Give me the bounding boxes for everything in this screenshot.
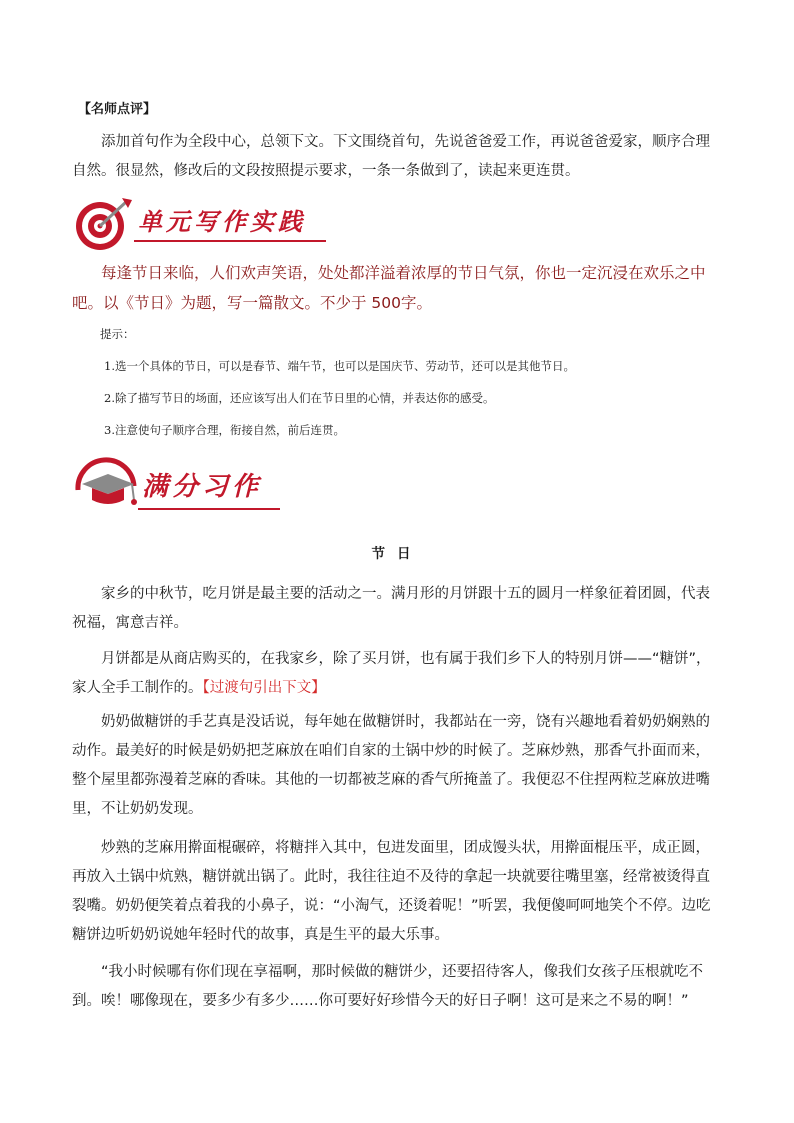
- graduation-cap-icon: [72, 456, 144, 516]
- essay-paragraph-2-note: 【过渡句引出下文】: [202, 680, 326, 696]
- essay-paragraph-1: 家乡的中秋节，吃月饼是最主要的活动之一。满月形的月饼跟十五的圆月一样象征着团圆，代表祝福，寓意吉祥。: [72, 586, 710, 631]
- review-text: 添加首句作为全段中心，总领下文。下文围绕首句，先说爸爸爱工作，再说爸爸爱家，顺序合理自然。很显然，修改后的文段按照提示要求，一条一条做到了，读起来更连贯。: [72, 134, 710, 179]
- banner-practice: [72, 196, 342, 252]
- essay-paragraph-4: 炒熟的芝麻用擀面棍碾碎，将糖拌入其中，包进发面里，团成馒头状，用擀面棍压平，成正圆，再放入土锅中炕熟，糖饼就出锅了。此时，我往往迫不及待的拿起一块就要往嘴里塞，经常被烫得直裂嘴。奶奶便笑着点着我的小鼻子，说：“小淘气，还烫着呢！”听罢，我便傻呵呵地笑个不停。边吃糖饼边听奶奶说她年轻时代的故事，真是生平的最大乐事。: [72, 840, 711, 943]
- essay-paragraph-2: [72, 645, 724, 703]
- hint-label: 提示：: [100, 327, 135, 341]
- banner-practice-underline: [134, 240, 326, 242]
- banner-essay-underline: [138, 508, 280, 510]
- hint-item-1: 1.选一个具体的节日，可以是春节、端午节，也可以是国庆节、劳动节，还可以是其他节日。: [104, 359, 575, 373]
- essay-paragraph-3: 奶奶做糖饼的手艺真是没话说，每年她在做糖饼时，我都站在一旁，饶有兴趣地看着奶奶娴熟的动作。最美好的时候是奶奶把芝麻放在咱们自家的土锅中炒的时候了。芝麻炒熟，那香气扑面而来，整个屋里都弥漫着芝麻的香味。其他的一切都被芝麻的香气所掩盖了。我便忍不住捏两粒芝麻放进嘴里，不让奶奶发现。: [72, 714, 710, 817]
- essay-title: 节日: [371, 546, 423, 562]
- hint-item-2: 2.除了描写节日的场面，还应该写出人们在节日里的心情，并表达你的感受。: [104, 391, 495, 405]
- hint-item-3: 3.注意使句子顺序合理，衔接自然，前后连贯。: [104, 423, 345, 437]
- target-icon: [72, 196, 136, 252]
- essay-paragraph-2-text: 月饼都是从商店购买的，在我家乡，除了买月饼，也有属于我们乡下人的特别月饼——“糖饼”，家人全手工制作的。: [72, 651, 711, 696]
- banner-essay-title: 满分习作: [142, 472, 263, 502]
- banner-practice-title: 单元写作实践: [138, 207, 306, 236]
- banner-essay: [72, 456, 292, 516]
- review-label: 【名师点评】: [78, 102, 157, 117]
- practice-prompt: 每逢节日来临，人们欢声笑语，处处都洋溢着浓厚的节日气氛，你也一定沉浸在欢乐之中吧。以《节日》为题，写一篇散文。不少于 500字。: [72, 264, 706, 312]
- essay-paragraph-5: “我小时候哪有你们现在享福啊，那时候做的糖饼少，还要招待客人，像我们女孩子压根就吃不到。唉！哪像现在，要多少有多少……你可要好好珍惜今天的好日子啊！这可是来之不易的啊！”: [72, 964, 704, 1009]
